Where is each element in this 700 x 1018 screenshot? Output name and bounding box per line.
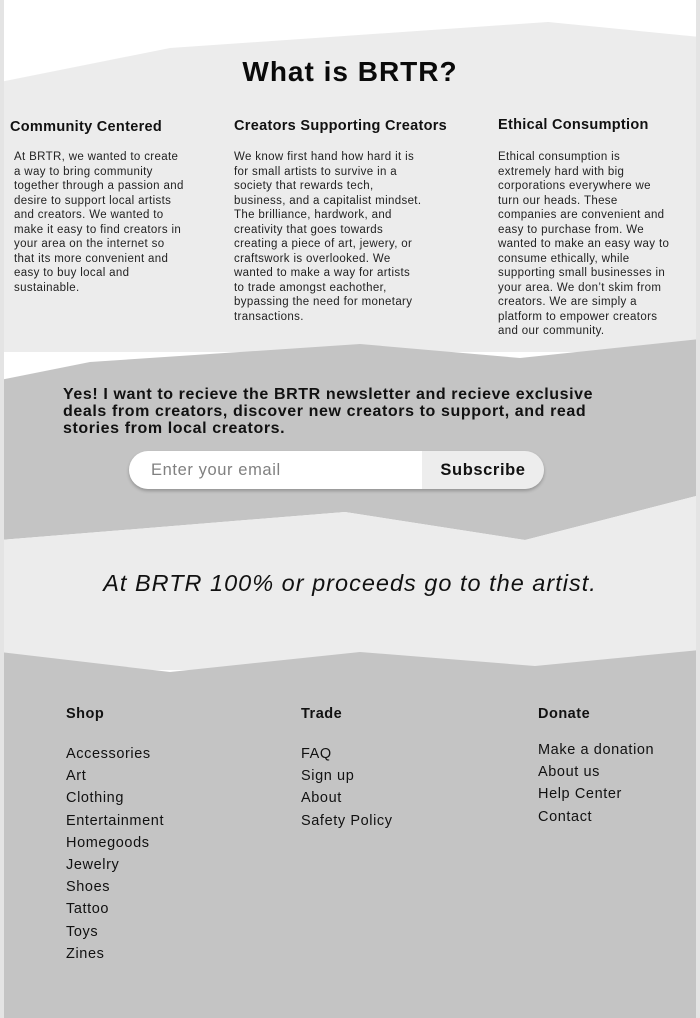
text-line: creativity that goes towards (234, 223, 384, 236)
column-text-creators (234, 150, 459, 324)
text-line: bypassing the need for monetary (234, 296, 413, 308)
footer-link-shoes[interactable]: Shoes (66, 879, 111, 896)
text-line: and creators. We wanted to (14, 209, 164, 221)
text-line: society that rewards tech, (234, 180, 374, 192)
column-text-ethical (498, 150, 696, 339)
footer-link-about-us[interactable]: About us (538, 764, 601, 781)
footer-link-clothing[interactable]: Clothing (66, 790, 124, 807)
text-line: transactions. (234, 310, 304, 323)
footer-list-trade (301, 743, 393, 832)
text-line: together through a passion and (14, 180, 184, 192)
text-line: your area on the internet so (14, 238, 165, 250)
text-line: easy to purchase from. We (498, 223, 644, 236)
text-line: turn our heads. These (498, 194, 618, 207)
footer-link-faq[interactable]: FAQ (301, 746, 332, 762)
right-edge-line (696, 0, 700, 1018)
tagline: At BRTR 100% or proceeds go to the artist. (103, 570, 597, 596)
footer-link-safety-policy[interactable]: Safety Policy (301, 812, 393, 829)
text-line: wanted to make a way for artists (234, 267, 411, 279)
footer-link-accessories[interactable]: Accessories (66, 746, 151, 762)
footer-column-trade (301, 706, 393, 832)
text-line: and our community. (498, 325, 605, 337)
newsletter-form (129, 451, 544, 489)
footer-link-art[interactable]: Art (66, 768, 87, 785)
text-line: business, and a capitalist mindset. (234, 194, 422, 207)
footer-link-zines[interactable]: Zines (66, 945, 105, 962)
footer-link-make-donation[interactable]: Make a donation (538, 742, 655, 758)
footer-column-shop (66, 706, 164, 965)
text-line: easy to buy local and (14, 267, 130, 279)
column-heading-community: Community Centered (10, 119, 163, 135)
text-line: a way to bring community (14, 165, 153, 178)
newsletter-section-bg (0, 339, 700, 540)
text-line: wanted to make an easy way to (498, 238, 670, 250)
text-line: At BRTR, we wanted to create (14, 151, 179, 163)
footer-heading-shop: Shop (66, 706, 105, 722)
text-line: corporations everywhere we (498, 180, 651, 192)
footer-link-about[interactable]: About (301, 790, 342, 807)
footer-link-entertainment[interactable]: Entertainment (66, 812, 165, 829)
text-line: consume ethically, while (498, 252, 630, 265)
text-line: your area. We don’t skim from (498, 281, 662, 294)
newsletter-text (63, 386, 663, 437)
text-line: The brilliance, hardwork, and (234, 209, 392, 221)
subscribe-button[interactable]: Subscribe (422, 451, 544, 489)
footer-link-contact[interactable]: Contact (538, 808, 593, 825)
about-title: What is BRTR? (242, 56, 458, 87)
column-text-community (14, 150, 219, 295)
footer-column-donate (538, 706, 654, 828)
text-line: for small artists to survive in a (234, 165, 398, 178)
footer-link-help-center[interactable]: Help Center (538, 786, 622, 803)
text-line: sustainable. (14, 281, 80, 294)
footer-list-donate (538, 739, 654, 828)
text-line: supporting small businesses in (498, 267, 666, 279)
footer-list-shop (66, 743, 164, 965)
newsletter-line: deals from creators, discover new creators to support, and read (63, 403, 587, 420)
footer-link-jewelry[interactable]: Jewelry (66, 857, 120, 874)
footer-link-sign-up[interactable]: Sign up (301, 768, 355, 785)
text-line: Ethical consumption is (498, 151, 621, 163)
text-line: creating a piece of art, jewery, or (234, 238, 413, 250)
footer-heading-donate: Donate (538, 706, 591, 722)
text-line: We know first hand how hard it is (234, 151, 415, 163)
newsletter-line: stories from local creators. (63, 420, 286, 437)
column-heading-ethical: Ethical Consumption (498, 117, 649, 133)
footer-link-toys[interactable]: Toys (66, 923, 99, 940)
text-line: extremely hard with big (498, 165, 625, 178)
text-line: platform to empower creators (498, 310, 658, 323)
text-line: creators. We are simply a (498, 296, 637, 308)
footer-heading-trade: Trade (301, 706, 343, 722)
text-line: desire to support local artists (14, 194, 172, 207)
text-line: companies are convenient and (498, 209, 665, 221)
text-line: make it easy to find creators in (14, 223, 182, 236)
text-line: that its more convenient and (14, 252, 169, 265)
text-line: craftswork is overlooked. We (234, 252, 391, 265)
text-line: to trade amongst eachother, (234, 281, 387, 294)
footer-link-homegoods[interactable]: Homegoods (66, 834, 150, 851)
email-input[interactable] (129, 451, 422, 489)
newsletter-line: Yes! I want to recieve the BRTR newsletter and recieve exclusive (63, 386, 594, 403)
left-edge-line (0, 0, 4, 1018)
footer-link-tattoo[interactable]: Tattoo (66, 901, 110, 918)
column-heading-creators: Creators Supporting Creators (234, 118, 448, 134)
